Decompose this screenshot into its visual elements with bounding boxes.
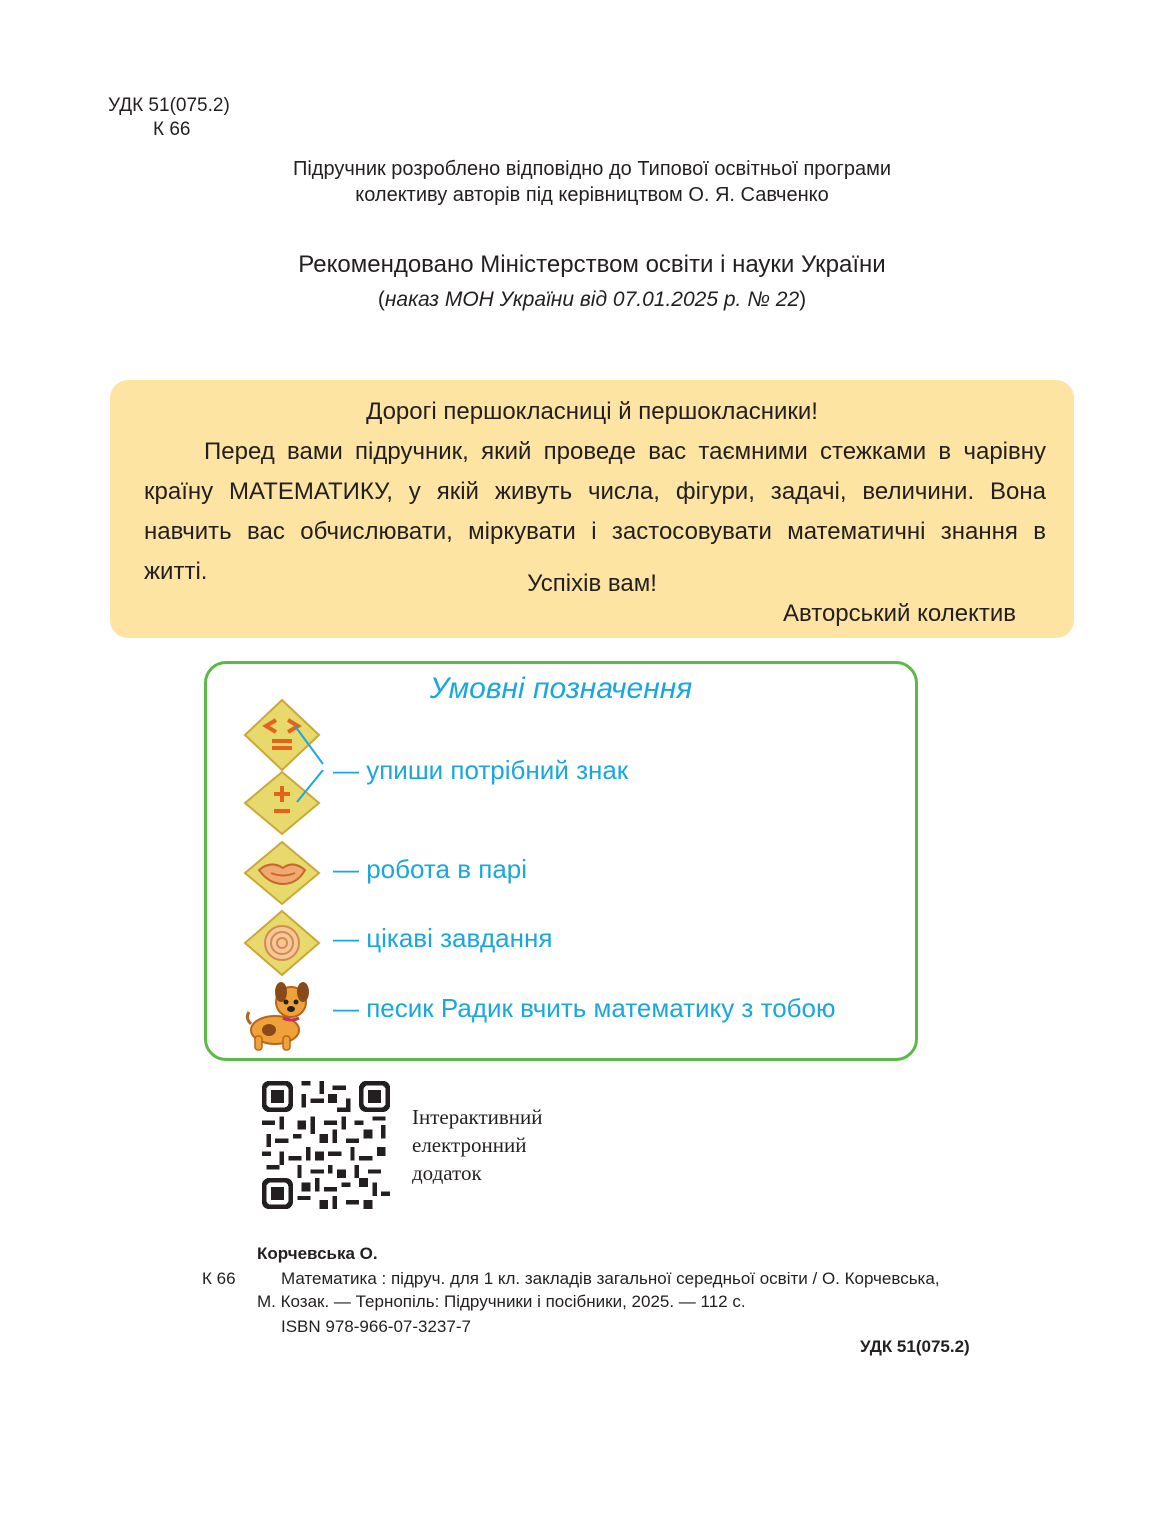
ministry-order: [150, 287, 1034, 313]
program-note-line-1: Підручник розроблено відповідно до Типової освітньої програми: [292, 158, 892, 180]
udk-code: УДК 51(075.2): [108, 95, 230, 116]
handshake-icon: [243, 840, 321, 906]
qr-label-line-2: електронний: [412, 1133, 527, 1157]
greeting-body: Перед вами підручник, який проведе вас таємними стежками в чарівну країну МАТЕМАТИКУ, у якій живуть числа, фігури, задачі, величини. Вона навчить вас обчислювати, міркувати і застосовувати математичні знання в житті.: [144, 438, 1046, 585]
bib-isbn: ISBN 978-966-07-3237-7: [281, 1317, 471, 1336]
greeting-salutation: Дорогі першокласниці й першокласники!: [366, 398, 818, 425]
k-code: К 66: [153, 119, 191, 140]
program-note-line-2: колективу авторів під керівництвом О. Я. Савченко: [355, 184, 829, 206]
order-paren-open: (: [377, 288, 385, 311]
bib-line-1: Математика : підруч. для 1 кл. закладів загальної середньої освіти / О. Корчевська,: [281, 1269, 940, 1288]
legend-box: [204, 661, 918, 1061]
bib-udk: УДК 51(075.2): [860, 1337, 970, 1356]
program-note: [150, 156, 1034, 208]
bib-k-code: К 66: [202, 1269, 236, 1288]
qr-code-icon[interactable]: [262, 1081, 390, 1209]
bib-line-2: М. Козак. — Тернопіль: Підручники і посібники, 2025. — 112 с.: [257, 1292, 746, 1311]
order-text: наказ МОН України від 07.01.2025 р. № 22: [384, 288, 800, 311]
order-paren-close: ): [799, 288, 807, 311]
legend-title: Умовні позначення: [429, 672, 693, 705]
greeting-panel: [110, 380, 1074, 638]
legend-item-pair: — робота в парі: [333, 854, 528, 884]
legend-item-interesting: — цікаві завдання: [333, 923, 553, 953]
recommendation: Рекомендовано Міністерством освіти і науки України: [298, 251, 886, 278]
connector-lines: [293, 724, 327, 804]
wood-rings-icon: [243, 909, 321, 977]
greeting-wish: Успіхів вам!: [527, 570, 657, 597]
bib-author: Корчевська О.: [257, 1244, 378, 1263]
udk-header: [108, 94, 230, 142]
qr-label: [412, 1103, 543, 1187]
dog-radyk-icon: [245, 980, 313, 1052]
qr-label-line-3: додаток: [412, 1161, 482, 1185]
qr-label-line-1: Інтерактивний: [412, 1105, 543, 1129]
greeting-signature: Авторський колектив: [783, 600, 1016, 627]
legend-item-dog: — песик Радик вчить математику з тобою: [333, 993, 836, 1023]
legend-item-sign: — упиши потрібний знак: [333, 755, 629, 785]
